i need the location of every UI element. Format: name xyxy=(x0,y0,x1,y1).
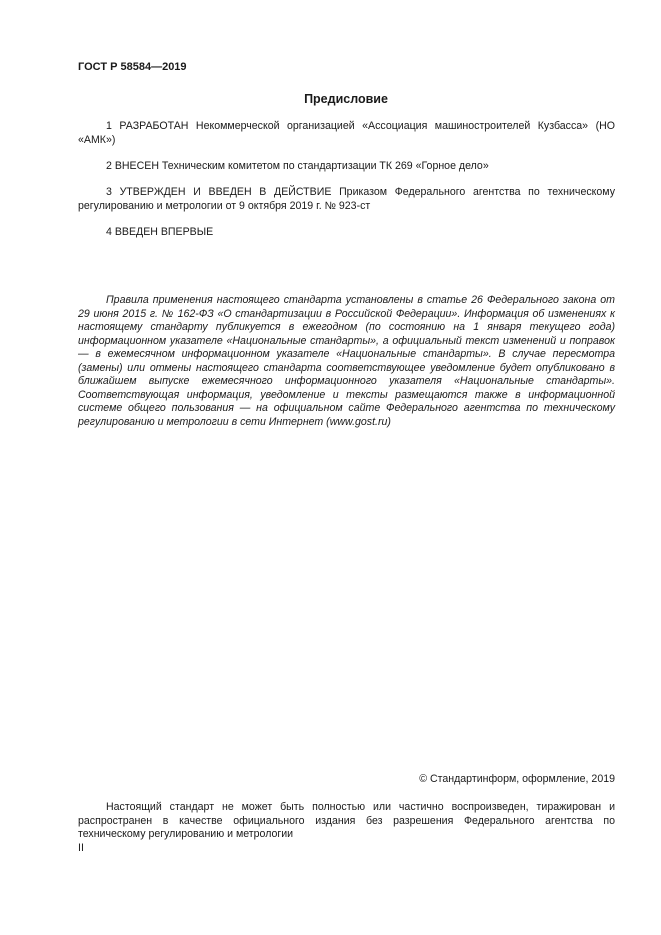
preface-item-submitted: 2 ВНЕСЕН Техническим комитетом по стандартизации ТК 269 «Горное дело» xyxy=(106,160,489,172)
preface-item-developed: 1 РАЗРАБОТАН Некоммерческой организацией «Ассоциация машиностроителей Кузбасса» (НО «АМК») xyxy=(78,120,615,146)
preface-item-first-introduced: 4 ВВЕДЕН ВПЕРВЫЕ xyxy=(106,226,214,238)
preface-item-approved: 3 УТВЕРЖДЕН И ВВЕДЕН В ДЕЙСТВИЕ Приказом Федерального агентства по техническому регулированию и метрологии от 9 октября 2019 г. № 923-ст xyxy=(78,186,615,212)
standard-code: ГОСТ Р 58584—2019 xyxy=(78,61,187,73)
reproduction-note: Настоящий стандарт не может быть полностью или частично воспроизведен, тиражирован и распространен в качестве официального издания без разрешения Федерального агентства по техническому регулированию и метрологии xyxy=(78,801,615,840)
copyright-notice: © Стандартинформ, оформление, 2019 xyxy=(419,773,615,785)
page-title: Предисловие xyxy=(304,92,388,106)
page-number: II xyxy=(78,842,84,854)
rules-note: Правила применения настоящего стандарта установлены в статье 26 Федерального закона от 29 июня 2015 г. № 162-ФЗ «О стандартизации в Российской Федерации». Информация об изменениях к настоящему стандарту публикуется в ежегодном (по состоянию на 1 января текущего года) информационном указателе «Национальные стандарты», а официальный текст изменений и поправок — в ежемесячном информационном указателе «Национальные стандарты». В случае пересмотра (замены) или отмены настоящего стандарта соответствующее уведомление будет опубликовано в ближайшем выпуске ежемесячного информационного указателя «Национальные стандарты». Соответствующая информация, уведомление и тексты размещаются также в информационной системе общего пользования — на официальном сайте Федерального агентства по техническому регулированию и метрологии в сети Интернет (www.gost.ru) xyxy=(78,294,615,428)
